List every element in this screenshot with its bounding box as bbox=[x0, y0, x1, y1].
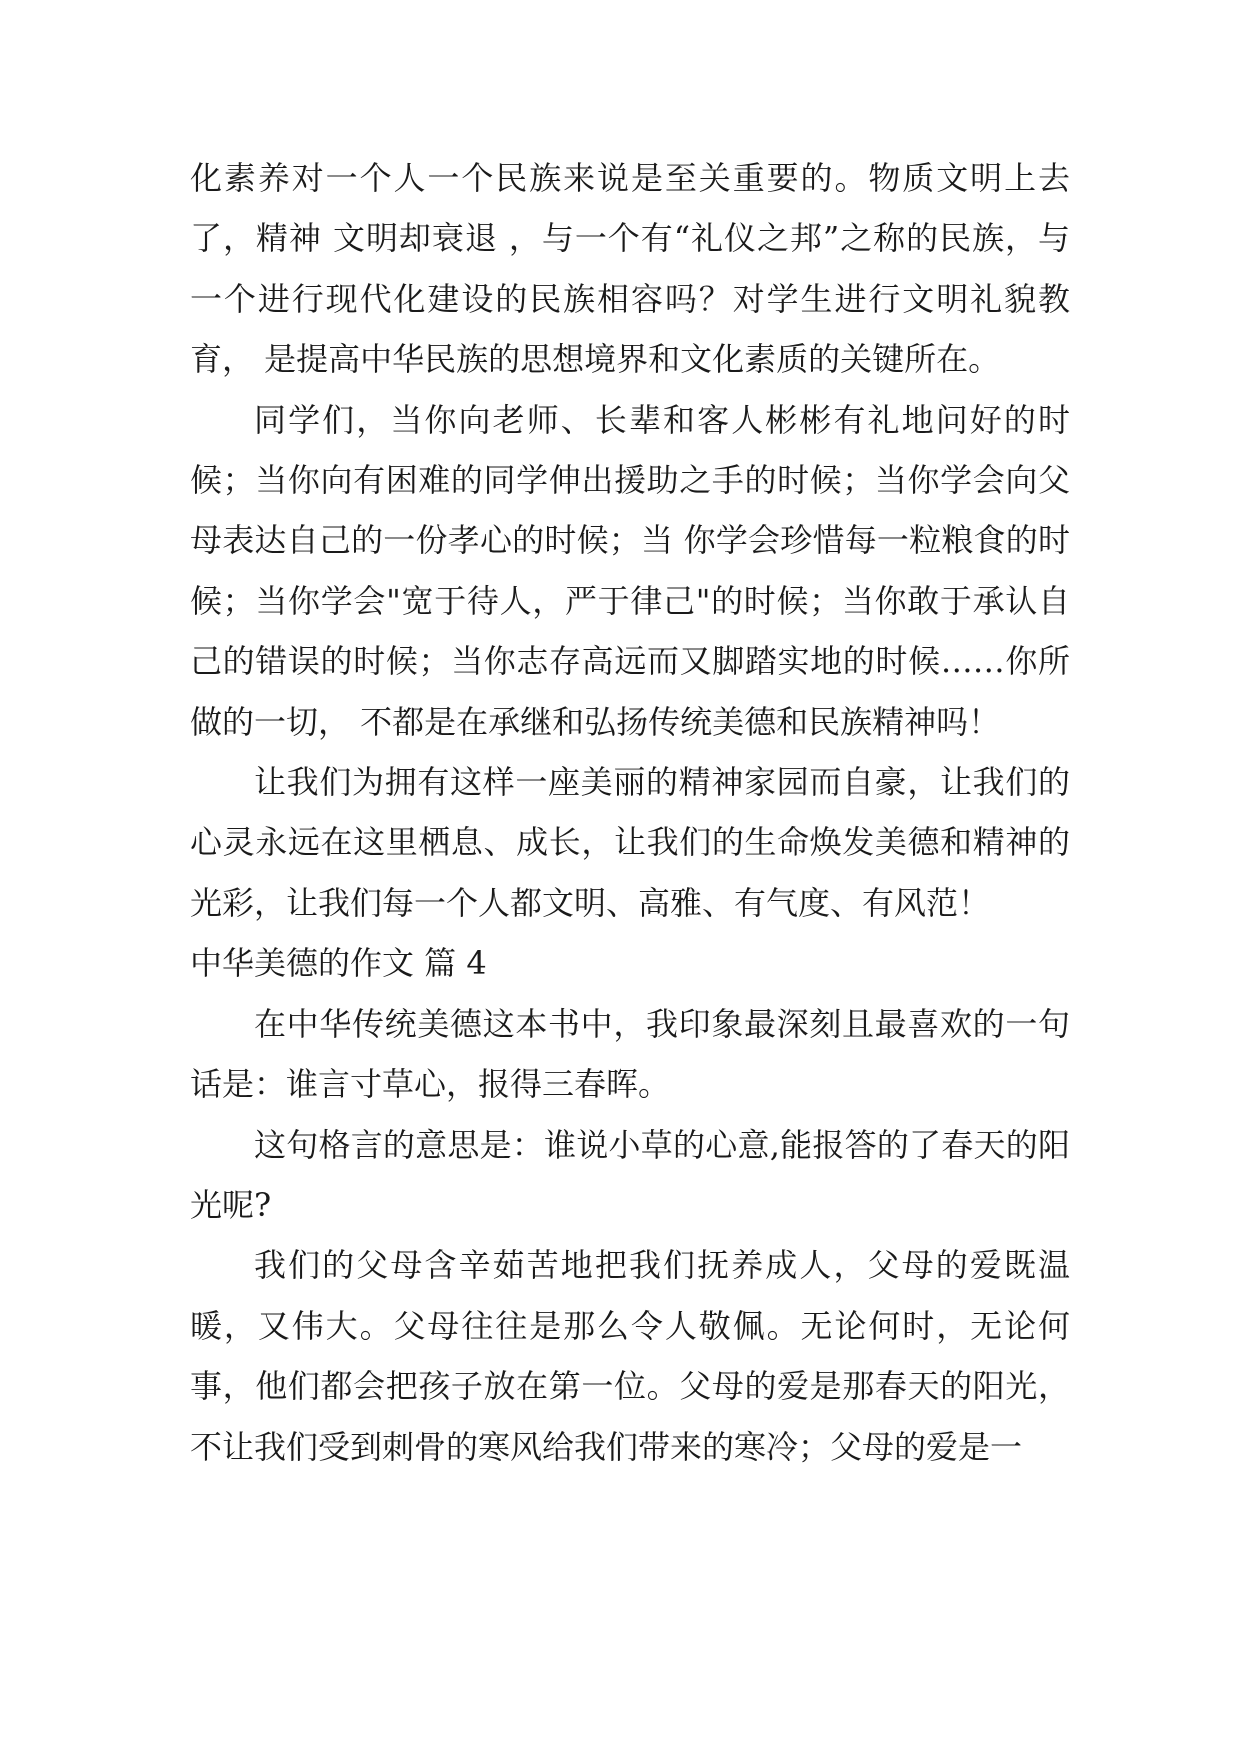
paragraph-continuation: 化素养对一个人一个民族来说是至关重要的。物质文明上去了，精神 文明却衰退 ，与一个有“礼仪之邦”之称的民族，与一个进行现代化建设的民族相容吗？对学生进行文明礼貌教育， 是提高中华民族的思想境界和文化素质的关键所在。 bbox=[190, 159, 1070, 379]
document-page bbox=[190, 148, 1070, 1477]
paragraph-quote-meaning: 这句格言的意思是：谁说小草的心意,能报答的了春天的阳光呢? bbox=[190, 1125, 1070, 1224]
paragraph-favorite-quote: 在中华传统美德这本书中，我印象最深刻且最喜欢的一句话是：谁言寸草心，报得三春晖。 bbox=[190, 1004, 1070, 1104]
paragraph-spiritual-home: 让我们为拥有这样一座美丽的精神家园而自豪，让我们的心灵永远在这里栖息、成长，让我们的生命焕发美德和精神的光彩，让我们每一个人都文明、高雅、有气度、有风范！ bbox=[190, 763, 1070, 922]
paragraph-parents-love: 我们的父母含辛茹苦地把我们抚养成人，父母的爱既温暖，又伟大。父母往往是那么令人敬佩。无论何时，无论何事，他们都会把孩子放在第一位。父母的爱是那春天的阳光，不让我们受到刺骨的寒风给我们带来的寒冷；父母的爱是一 bbox=[190, 1246, 1070, 1466]
section-heading: 中华美德的作文 篇 4 bbox=[190, 944, 487, 983]
paragraph-classmates: 同学们，当你向老师、长辈和客人彬彬有礼地问好的时候；当你向有困难的同学伸出援助之手的时候；当你学会向父母表达自己的一份孝心的时候；当 你学会珍惜每一粒粮食的时候；当你学会"宽于待人，严于律己"的时候；当你敢于承认自己的错误的时候；当你志存高远而又脚踏实地的时候……你所做的一切， 不都是在承继和弘扬传统美德和民族精神吗！ bbox=[190, 400, 1070, 741]
